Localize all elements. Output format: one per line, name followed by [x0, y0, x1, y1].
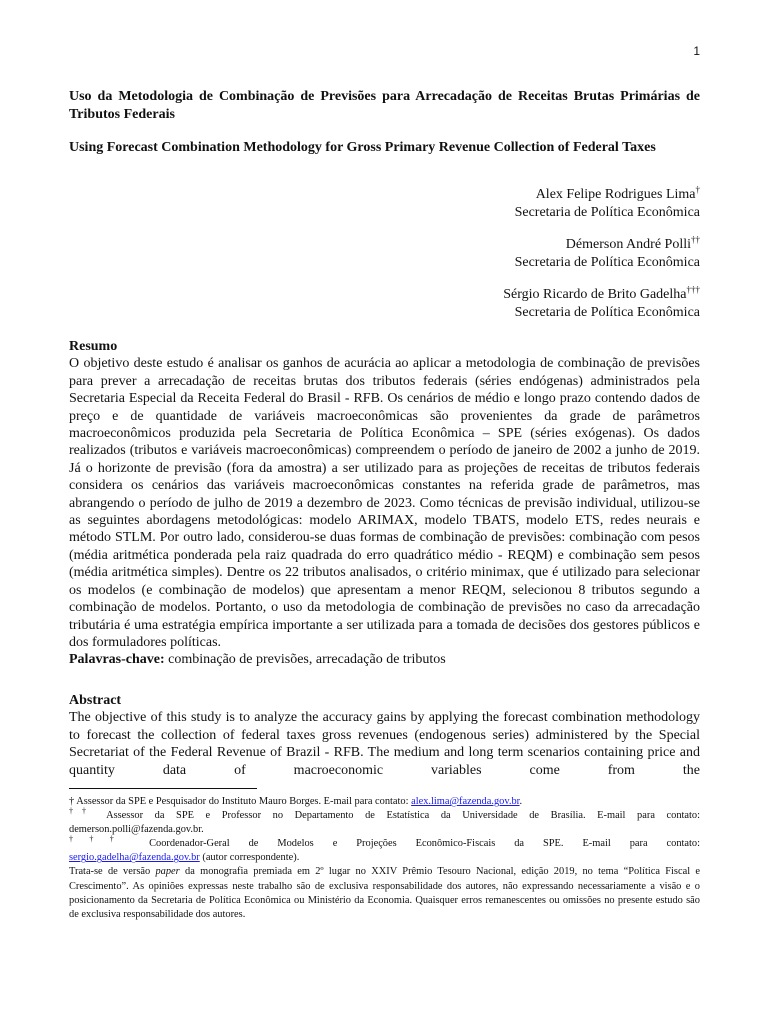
footnote-3-email-line: [69, 851, 700, 865]
footnote-end: (autor correspondente).: [202, 852, 300, 864]
author-name: Alex Felipe Rodrigues Lima: [535, 187, 696, 202]
author-affiliation: Secretaria de Política Econômica: [514, 205, 700, 220]
title-english: Using Forecast Combination Methodology for Gross Primary Revenue Collection of Federal Taxes: [69, 140, 656, 155]
resumo-body: O objetivo deste estudo é analisar os ganhos de acurácia ao aplicar a metodologia de combinação de previsões para prever a arrecadação de receitas brutas dos tributos federais (séries endógenas) administrados pela Secretaria Especial da Receita Federal do Brasil - RFB. Os cenários de médio e longo prazo contendo dados de preço e de quantidade de variáveis macroeconômicas são provenientes da grade de parâmetros macroeconômicos produzida pela Secretaria de Política Econômica – SPE (séries exógenas). Os dados realizados (tributos e variáveis macroeconômicas) compreendem o período de janeiro de 2002 a junho de 2019. Já o horizonte de previsão (fora da amostra) a ser utilizado para as projeções de receitas de tributos federais considera os cenários das variáveis macroeconômicas constantes na referida grade de parâmetros, mas abrangendo o período de julho de 2019 a dezembro de 2023. Como técnicas de previsão individual, utilizou-se as seguintes abordagens metodológicas: modelo ARIMAX, modelo TBATS, modelo ETS, redes neurais e método STLM. Por outro lado, considerou-se duas formas de combinação de previsões: combinação com pesos (média aritmética ponderada pela raiz quadrada do erro quadrático médio - REQM) e combinação sem pesos (média aritmética simples). Dentre os 22 tributos analisados, o critério minimax, que é utilizado para selecionar os modelos (e combinação de modelos) que apresentam a menor REQM, selecionou 8 tributos segundo a combinação de modelos. Portanto, o uso da metodologia de combinação de previsões no caso da arrecadação tributária é uma estratégia empírica importante a ser utilizada para a tomada de decisões dos gestores públicos e dos formuladores políticas.: [69, 356, 700, 650]
footnote-text: Coordenador-Geral de Modelos e Projeções Econômico-Fiscais da SPE. E-mail para contato:: [149, 838, 700, 850]
keywords-text: combinação de previsões, arrecadação de tributos: [168, 652, 446, 668]
resumo-heading: Resumo: [69, 339, 118, 354]
author-affiliation: Secretaria de Política Econômica: [514, 255, 700, 270]
author-entry: [503, 236, 700, 272]
footnote-text: Assessor da SPE e Professor no Departamento de Estatística da Universidade de Brasília. E-mail para contato:: [106, 810, 701, 822]
page-number: 1: [693, 44, 700, 58]
note-italic: paper: [155, 866, 180, 878]
author-footnote-mark: ††: [691, 234, 700, 245]
footnote-text: Assessor da SPE e Pesquisador do Instituto Mauro Borges. E-mail para contato:: [76, 796, 409, 807]
resumo-section: [69, 338, 700, 669]
abstract-section: [69, 692, 700, 779]
title-portuguese: Uso da Metodologia de Combinação de Previsões para Arrecadação de Receitas Brutas Primárias de Tributos Federais: [69, 89, 700, 122]
footnote-mark: †: [69, 796, 75, 807]
author-block: [503, 186, 700, 322]
email-link[interactable]: alex.lima@fazenda.gov.br: [411, 796, 520, 807]
footnote-1: [69, 795, 700, 809]
author-entry: [503, 186, 700, 222]
author-footnote-mark: †††: [686, 284, 700, 295]
author-affiliation: Secretaria de Política Econômica: [514, 305, 700, 320]
keywords-line: [69, 651, 700, 668]
footnote-mark: †††: [69, 834, 131, 844]
footnote-note: [69, 865, 700, 921]
note-post: da monografia premiada em 2º lugar no XXIV Prêmio Tesouro Nacional, edição 2019, no tema “Política Fiscal e Crescimento”. As opiniões expressas neste trabalho são de exclusiva responsabilidade dos autores, não expressando necessariamente a visão e o posicionamento da Secretaria de Política Econômica ou Ministério da Economia. Quaisquer erros remanescentes ou omissões no presente estudo são de exclusiva responsabilidade dos autores.: [69, 866, 700, 920]
abstract-heading: Abstract: [69, 693, 122, 708]
footnote-2-email: demerson.polli@fazenda.gov.br.: [69, 824, 204, 836]
author-entry: [503, 286, 700, 322]
note-pre: Trata-se de versão: [69, 866, 151, 878]
keywords-label: Palavras-chave:: [69, 652, 165, 668]
author-name: Démerson André Polli: [565, 237, 691, 252]
author-name: Sérgio Ricardo de Brito Gadelha: [503, 287, 687, 302]
abstract-body: The objective of this study is to analyze the accuracy gains by applying the forecast combination methodology to forecast the collection of federal taxes gross revenues (endogenous series) administered by the Special Secretariat of the Federal Revenue of Brazil - RFB. The medium and long term scenarios containing price and quantity data of macroeconomic variables come from the: [69, 710, 700, 778]
footnote-2: [69, 806, 701, 823]
footnote-mark: ††: [69, 806, 96, 816]
footnote-3: [69, 834, 700, 851]
author-footnote-mark: †: [695, 184, 700, 195]
email-link[interactable]: sergio.gadelha@fazenda.gov.br: [69, 852, 200, 864]
footnotes: [69, 795, 700, 922]
footnote-end: .: [519, 796, 523, 807]
footnote-separator: [69, 788, 257, 789]
